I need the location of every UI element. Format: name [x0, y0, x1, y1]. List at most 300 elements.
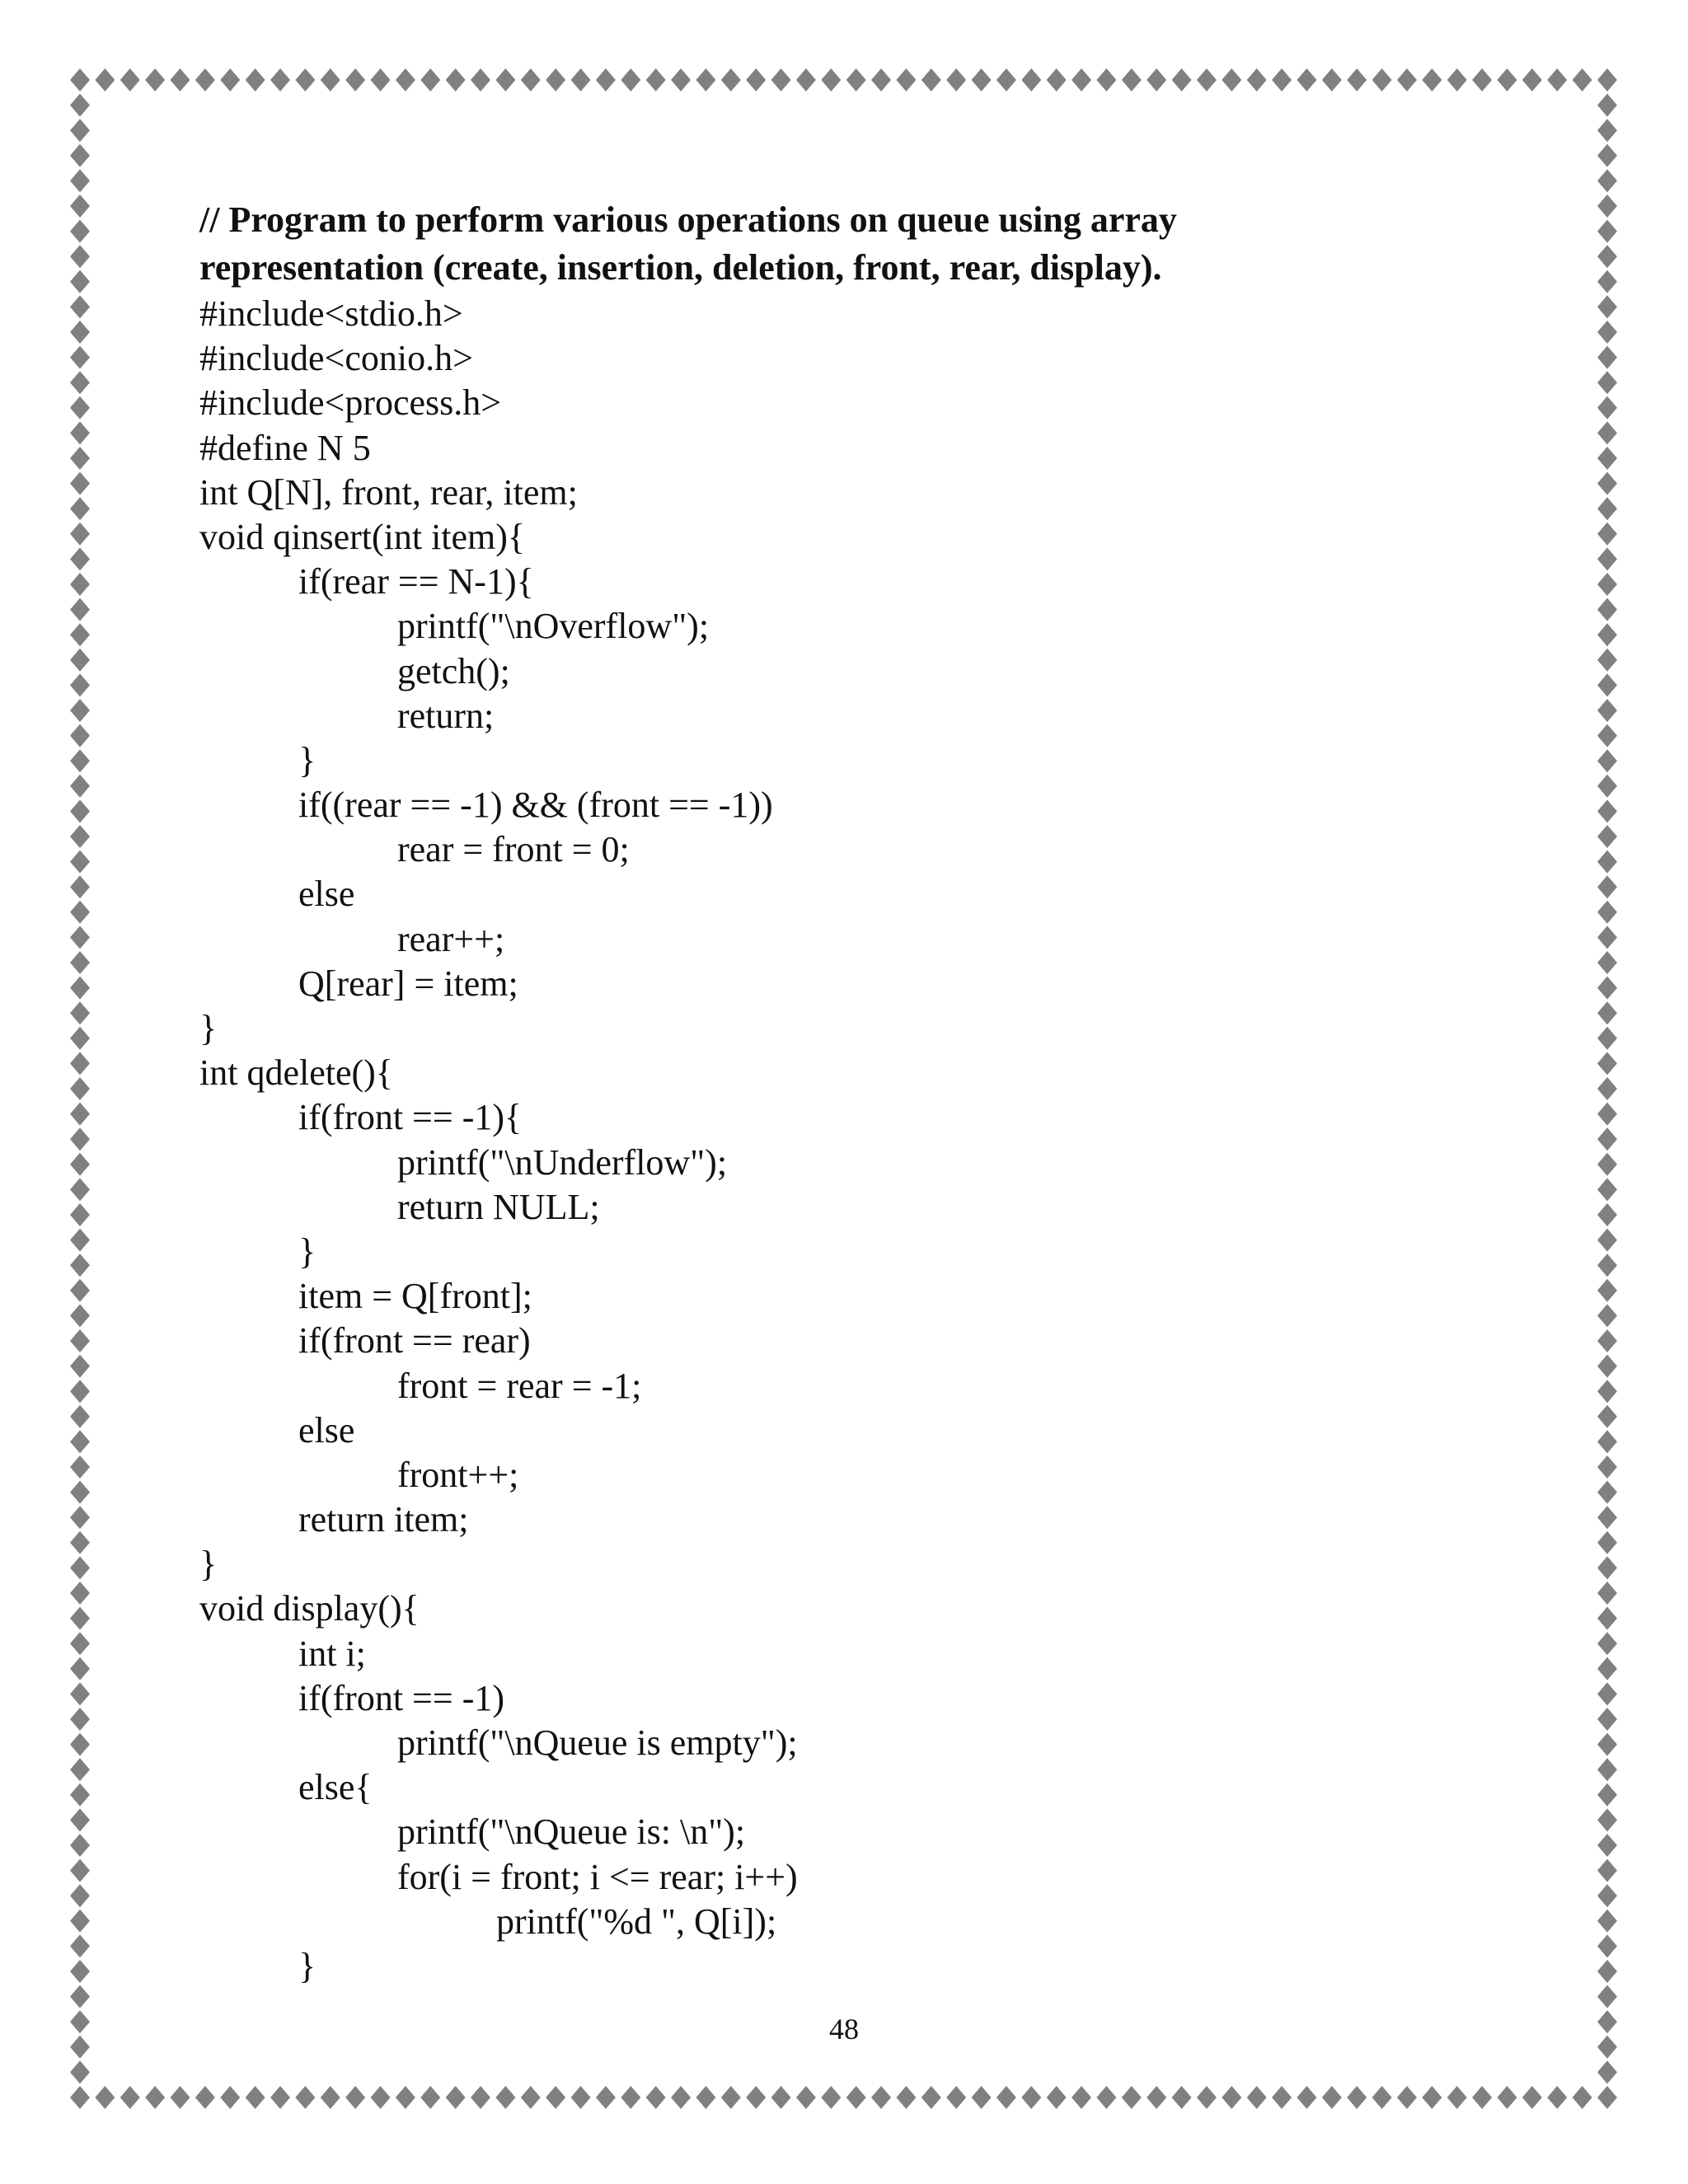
border-diamond — [1573, 2086, 1592, 2109]
border-diamond — [1597, 1254, 1617, 1277]
border-diamond — [70, 94, 90, 117]
border-diamond — [70, 875, 90, 898]
border-diamond — [996, 68, 1016, 91]
border-diamond — [70, 119, 90, 142]
border-diamond — [571, 68, 591, 91]
border-diamond — [1021, 68, 1041, 91]
border-diamond — [921, 2086, 941, 2109]
border-diamond — [1597, 1708, 1617, 1731]
border-diamond — [1597, 1103, 1617, 1126]
code-line: #include<conio.h> — [199, 338, 473, 379]
border-diamond — [1247, 2086, 1267, 2109]
border-diamond — [1146, 68, 1166, 91]
code-line: int qdelete(){ — [199, 1052, 393, 1094]
border-diamond — [70, 1582, 90, 1605]
border-diamond — [1597, 1506, 1617, 1529]
border-diamond — [596, 2086, 616, 2109]
border-diamond — [996, 2086, 1016, 2109]
border-diamond — [1597, 926, 1617, 949]
border-diamond — [420, 2086, 440, 2109]
border-diamond — [1597, 472, 1617, 495]
code-line: else — [298, 874, 355, 915]
border-diamond — [345, 2086, 365, 2109]
border-diamond — [1597, 1405, 1617, 1428]
border-diamond — [495, 68, 515, 91]
border-diamond — [871, 68, 891, 91]
border-diamond — [1597, 573, 1617, 596]
border-diamond — [1597, 396, 1617, 419]
border-diamond — [1597, 1682, 1617, 1705]
border-diamond — [70, 1808, 90, 1831]
border-diamond — [1047, 2086, 1067, 2109]
border-diamond — [846, 2086, 866, 2109]
code-block — [199, 292, 1551, 1989]
border-diamond — [1221, 2086, 1241, 2109]
border-diamond — [1172, 68, 1192, 91]
border-diamond — [1597, 547, 1617, 570]
border-diamond — [70, 1329, 90, 1352]
border-diamond — [1597, 1127, 1617, 1151]
border-diamond — [1597, 2086, 1617, 2109]
code-line: item = Q[front]; — [298, 1276, 532, 1317]
border-diamond — [1597, 523, 1617, 546]
border-diamond — [1597, 1607, 1617, 1630]
code-line: printf("\nQueue is: \n"); — [397, 1811, 746, 1853]
border-diamond — [70, 1910, 90, 1933]
border-diamond — [321, 2086, 340, 2109]
border-diamond — [521, 68, 541, 91]
border-diamond — [70, 775, 90, 798]
border-diamond — [396, 68, 415, 91]
border-diamond — [70, 245, 90, 268]
border-diamond — [746, 68, 766, 91]
border-diamond — [721, 2086, 741, 2109]
code-line: return NULL; — [397, 1186, 600, 1227]
border-diamond — [1322, 68, 1342, 91]
border-diamond — [1197, 68, 1217, 91]
border-diamond — [621, 68, 640, 91]
border-diamond — [546, 2086, 565, 2109]
border-diamond — [1597, 775, 1617, 798]
border-diamond — [1397, 2086, 1417, 2109]
border-diamond — [1597, 1380, 1617, 1403]
code-line: void qinsert(int item){ — [199, 516, 526, 557]
code-line: if(front == -1){ — [298, 1097, 523, 1138]
border-diamond — [1047, 68, 1067, 91]
border-diamond — [1296, 2086, 1316, 2109]
border-diamond — [396, 2086, 415, 2109]
code-line: int Q[N], front, rear, item; — [199, 471, 578, 513]
code-line: else — [298, 1409, 355, 1451]
border-diamond — [95, 68, 115, 91]
border-diamond — [1597, 1052, 1617, 1075]
border-diamond — [70, 169, 90, 192]
border-diamond — [1197, 2086, 1217, 2109]
border-diamond — [1597, 194, 1617, 218]
border-diamond — [1597, 699, 1617, 722]
border-diamond — [1597, 421, 1617, 444]
border-diamond — [896, 2086, 916, 2109]
border-diamond — [1597, 295, 1617, 318]
border-diamond — [70, 371, 90, 394]
code-line: if(front == rear) — [298, 1320, 531, 1361]
border-diamond — [671, 68, 691, 91]
border-diamond — [1497, 68, 1517, 91]
border-diamond — [1597, 1808, 1617, 1831]
border-diamond — [921, 68, 941, 91]
border-diamond — [1597, 1481, 1617, 1504]
border-diamond — [70, 1506, 90, 1529]
border-diamond — [270, 68, 290, 91]
border-diamond — [546, 68, 565, 91]
border-diamond — [1447, 2086, 1467, 2109]
border-diamond — [420, 68, 440, 91]
border-diamond — [1597, 1582, 1617, 1605]
program-heading — [199, 196, 1551, 292]
border-diamond — [70, 1758, 90, 1781]
code-line: front++; — [397, 1454, 519, 1495]
border-diamond — [70, 68, 90, 91]
border-diamond — [295, 68, 315, 91]
border-diamond — [1597, 1430, 1617, 1453]
border-diamond — [371, 68, 391, 91]
border-diamond — [1597, 1783, 1617, 1807]
code-line: } — [199, 1008, 218, 1048]
border-diamond — [1071, 2086, 1091, 2109]
border-diamond — [1597, 1985, 1617, 2008]
border-diamond — [220, 2086, 240, 2109]
border-diamond — [1597, 1001, 1617, 1024]
border-diamond — [1597, 1733, 1617, 1756]
border-diamond — [70, 1355, 90, 1378]
border-diamond — [1021, 2086, 1041, 2109]
border-diamond — [796, 2086, 816, 2109]
border-diamond — [295, 2086, 315, 2109]
border-diamond — [746, 2086, 766, 2109]
border-diamond — [1071, 68, 1091, 91]
border-diamond — [70, 1682, 90, 1705]
border-diamond — [70, 421, 90, 444]
border-diamond — [1597, 1153, 1617, 1176]
border-diamond — [1597, 1632, 1617, 1655]
border-diamond — [646, 68, 666, 91]
border-diamond — [70, 497, 90, 520]
border-diamond — [70, 951, 90, 974]
border-diamond — [70, 724, 90, 748]
border-diamond — [771, 2086, 791, 2109]
border-diamond — [471, 68, 490, 91]
code-line: return item; — [298, 1499, 469, 1540]
border-diamond — [1597, 1178, 1617, 1201]
border-diamond — [696, 68, 715, 91]
border-diamond — [371, 2086, 391, 2109]
border-diamond — [1597, 799, 1617, 823]
border-diamond — [70, 673, 90, 696]
code-line: void display(){ — [199, 1588, 420, 1629]
code-line: } — [298, 1945, 316, 1986]
border-diamond — [1497, 2086, 1517, 2109]
border-diamond — [95, 2086, 115, 2109]
border-diamond — [70, 1254, 90, 1277]
border-diamond — [70, 547, 90, 570]
border-diamond — [1372, 2086, 1392, 2109]
border-diamond — [1272, 2086, 1292, 2109]
border-diamond — [1472, 2086, 1492, 2109]
border-diamond — [1146, 2086, 1166, 2109]
code-line: if(front == -1) — [298, 1677, 504, 1718]
border-diamond — [846, 68, 866, 91]
border-diamond — [246, 68, 265, 91]
border-diamond — [70, 1607, 90, 1630]
border-diamond — [70, 295, 90, 318]
border-diamond — [1597, 1859, 1617, 1882]
border-diamond — [70, 1153, 90, 1176]
border-diamond — [1597, 1329, 1617, 1352]
border-diamond — [70, 220, 90, 243]
code-line: printf("\nUnderflow"); — [397, 1141, 728, 1183]
border-diamond — [1597, 245, 1617, 268]
border-diamond — [1547, 2086, 1567, 2109]
border-diamond — [1447, 68, 1467, 91]
border-diamond — [1597, 94, 1617, 117]
border-diamond — [70, 1960, 90, 1983]
border-diamond — [70, 699, 90, 722]
border-diamond — [1597, 875, 1617, 898]
heading-line-2: representation (create, insertion, deletion, front, rear, display). — [199, 247, 1162, 288]
border-diamond — [1597, 1960, 1617, 1983]
border-diamond — [1597, 497, 1617, 520]
border-diamond — [621, 2086, 640, 2109]
border-diamond — [1122, 68, 1142, 91]
border-diamond — [1347, 68, 1367, 91]
border-diamond — [1597, 1229, 1617, 1252]
border-diamond — [495, 2086, 515, 2109]
code-line: return; — [397, 695, 495, 736]
code-line: rear++; — [397, 918, 505, 959]
border-diamond — [70, 270, 90, 293]
border-diamond — [646, 2086, 666, 2109]
border-diamond — [1422, 2086, 1442, 2109]
border-diamond — [70, 1229, 90, 1252]
border-diamond — [946, 68, 966, 91]
code-line: printf("%d ", Q[i]); — [496, 1900, 777, 1942]
border-diamond — [1597, 851, 1617, 874]
border-diamond — [1472, 68, 1492, 91]
border-diamond — [70, 1834, 90, 1857]
border-diamond — [1597, 1279, 1617, 1302]
border-diamond — [70, 1001, 90, 1024]
border-diamond — [1172, 2086, 1192, 2109]
border-diamond — [171, 68, 190, 91]
border-diamond — [596, 68, 616, 91]
border-diamond — [70, 1657, 90, 1680]
border-diamond — [521, 2086, 541, 2109]
code-line: } — [298, 739, 316, 780]
border-diamond — [70, 598, 90, 621]
border-diamond — [70, 1103, 90, 1126]
border-diamond — [70, 472, 90, 495]
heading-line-1: // Program to perform various operations on queue using array — [199, 199, 1177, 240]
border-diamond — [1573, 68, 1592, 91]
border-diamond — [70, 194, 90, 218]
border-diamond — [70, 1859, 90, 1882]
code-line: printf("\nOverflow"); — [397, 606, 710, 647]
border-diamond — [70, 1985, 90, 2008]
code-line: rear = front = 0; — [397, 829, 630, 870]
border-diamond — [70, 851, 90, 874]
border-diamond — [946, 2086, 966, 2109]
border-diamond — [70, 1127, 90, 1151]
border-diamond — [1597, 2060, 1617, 2083]
border-diamond — [145, 2086, 165, 2109]
border-diamond — [70, 1733, 90, 1756]
border-diamond — [70, 1934, 90, 1957]
border-diamond — [1597, 321, 1617, 344]
border-diamond — [1597, 1884, 1617, 1907]
code-line: #include<stdio.h> — [199, 293, 463, 334]
border-diamond — [1597, 1027, 1617, 1050]
border-diamond — [1597, 1355, 1617, 1378]
border-diamond — [1247, 68, 1267, 91]
border-diamond — [1221, 68, 1241, 91]
border-diamond — [821, 68, 841, 91]
border-diamond — [70, 2060, 90, 2083]
border-diamond — [145, 68, 165, 91]
border-diamond — [345, 68, 365, 91]
code-line: else{ — [298, 1767, 373, 1808]
code-line: front = rear = -1; — [397, 1365, 642, 1406]
code-line: int i; — [298, 1633, 366, 1674]
border-diamond — [1522, 68, 1542, 91]
border-diamond — [246, 2086, 265, 2109]
border-diamond — [821, 2086, 841, 2109]
border-diamond — [1597, 169, 1617, 192]
border-diamond — [70, 2086, 90, 2109]
border-diamond — [446, 2086, 466, 2109]
border-diamond — [696, 2086, 715, 2109]
border-diamond — [1322, 2086, 1342, 2109]
border-diamond — [1597, 623, 1617, 646]
border-diamond — [1096, 2086, 1116, 2109]
border-diamond — [571, 2086, 591, 2109]
border-diamond — [1597, 1758, 1617, 1781]
code-line: #include<process.h> — [199, 382, 502, 424]
border-diamond — [1597, 270, 1617, 293]
border-diamond — [120, 2086, 140, 2109]
border-diamond — [70, 396, 90, 419]
border-diamond — [1272, 68, 1292, 91]
border-diamond — [70, 1279, 90, 1302]
border-diamond — [1597, 901, 1617, 924]
code-line: if(rear == N-1){ — [298, 561, 534, 602]
border-diamond — [1372, 68, 1392, 91]
border-diamond — [1597, 673, 1617, 696]
code-line: printf("\nQueue is empty"); — [397, 1722, 798, 1763]
border-diamond — [1597, 346, 1617, 369]
border-diamond — [1597, 649, 1617, 672]
border-diamond — [1597, 1304, 1617, 1327]
border-diamond — [1597, 144, 1617, 167]
border-diamond — [721, 68, 741, 91]
border-diamond — [1597, 1910, 1617, 1933]
border-diamond — [70, 1884, 90, 1907]
border-diamond — [1597, 119, 1617, 142]
border-diamond — [1597, 1531, 1617, 1554]
border-diamond — [70, 649, 90, 672]
border-diamond — [70, 573, 90, 596]
border-diamond — [195, 68, 215, 91]
border-diamond — [70, 1556, 90, 1579]
border-diamond — [70, 1178, 90, 1201]
border-diamond — [70, 825, 90, 848]
border-diamond — [70, 901, 90, 924]
page-number: 48 — [829, 2013, 859, 2046]
border-diamond — [70, 1455, 90, 1479]
code-line: #define N 5 — [199, 427, 371, 468]
border-diamond — [70, 1632, 90, 1655]
code-line: if((rear == -1) && (front == -1)) — [298, 785, 773, 826]
border-diamond — [220, 68, 240, 91]
border-diamond — [70, 321, 90, 344]
border-diamond — [1597, 951, 1617, 974]
border-diamond — [70, 799, 90, 823]
border-diamond — [70, 523, 90, 546]
border-diamond — [1597, 68, 1617, 91]
border-diamond — [70, 926, 90, 949]
border-diamond — [1296, 68, 1316, 91]
border-diamond — [1397, 68, 1417, 91]
border-diamond — [70, 346, 90, 369]
border-diamond — [1597, 598, 1617, 621]
border-diamond — [70, 1481, 90, 1504]
border-diamond — [1096, 68, 1116, 91]
border-diamond — [1597, 825, 1617, 848]
border-diamond — [1597, 724, 1617, 748]
border-diamond — [671, 2086, 691, 2109]
border-diamond — [321, 68, 340, 91]
border-diamond — [1422, 68, 1442, 91]
code-line: Q[rear] = item; — [298, 963, 518, 1004]
border-diamond — [1122, 2086, 1142, 2109]
border-diamond — [446, 68, 466, 91]
border-diamond — [70, 1708, 90, 1731]
border-diamond — [1597, 1556, 1617, 1579]
border-diamond — [871, 2086, 891, 2109]
border-diamond — [70, 977, 90, 1000]
border-diamond — [771, 68, 791, 91]
border-diamond — [70, 749, 90, 772]
border-diamond — [70, 447, 90, 470]
border-diamond — [1597, 1077, 1617, 1100]
border-diamond — [70, 144, 90, 167]
border-diamond — [972, 68, 992, 91]
border-diamond — [1597, 1657, 1617, 1680]
border-diamond — [70, 623, 90, 646]
border-diamond — [1597, 749, 1617, 772]
border-diamond — [1597, 977, 1617, 1000]
document-body — [199, 196, 1551, 1989]
border-diamond — [70, 1380, 90, 1403]
border-diamond — [1597, 220, 1617, 243]
border-diamond — [70, 1077, 90, 1100]
border-diamond — [70, 1783, 90, 1807]
code-line: for(i = front; i <= rear; i++) — [397, 1856, 798, 1897]
code-line: } — [298, 1230, 316, 1272]
border-diamond — [1597, 371, 1617, 394]
border-diamond — [270, 2086, 290, 2109]
border-diamond — [70, 1203, 90, 1226]
border-diamond — [1522, 2086, 1542, 2109]
